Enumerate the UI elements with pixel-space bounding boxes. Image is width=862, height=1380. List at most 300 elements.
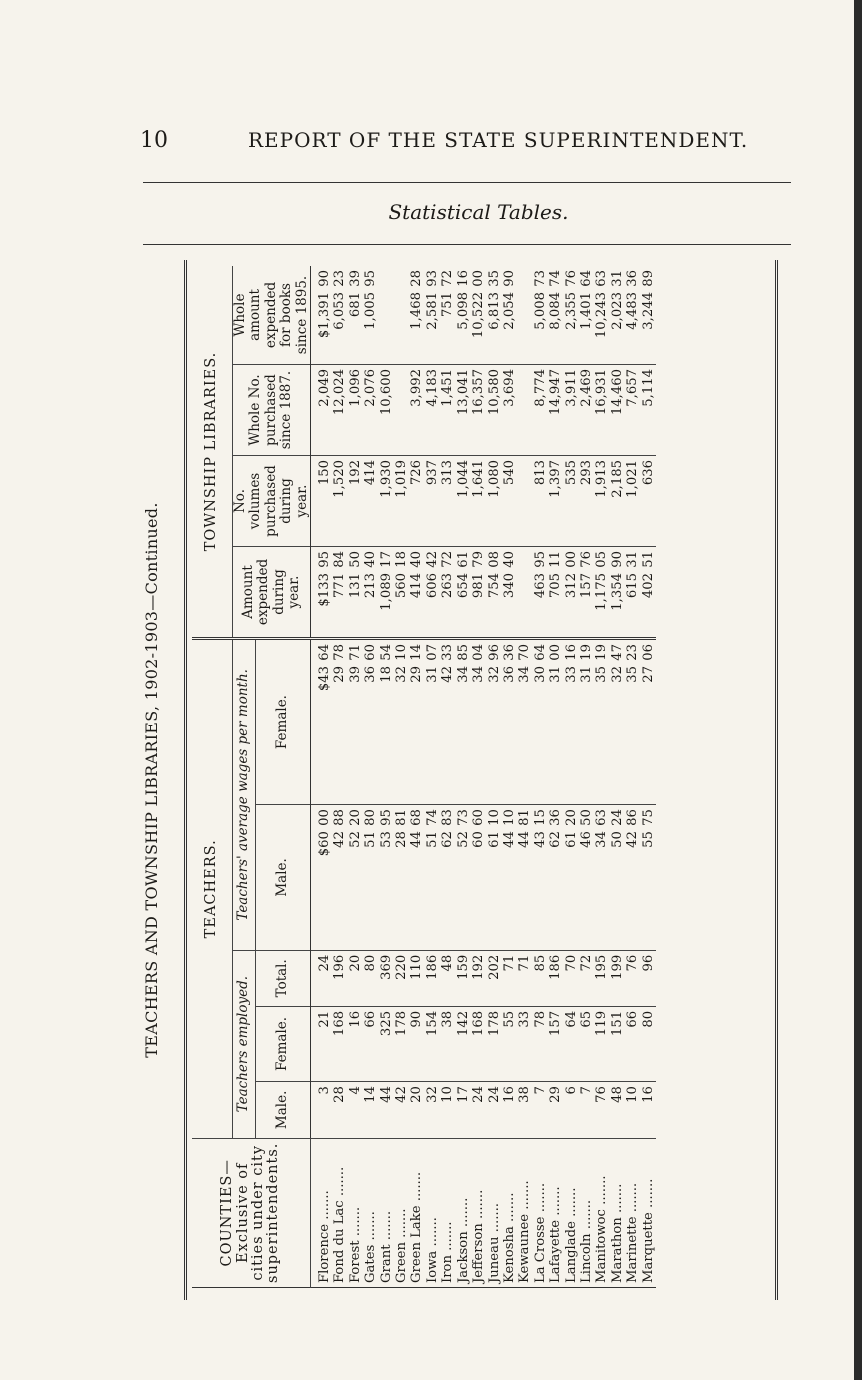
header-teachers-employed: Teachers employed.: [233, 950, 256, 1138]
male-wage-cell: [394, 805, 409, 951]
amount-expended-cell-dollars: 157: [578, 573, 594, 599]
amount-expended-cell-dollars: 606: [424, 573, 440, 599]
whole-amount-cell-cents: 16: [455, 270, 471, 287]
whole-amount-cell: [579, 266, 594, 365]
county-cell: [564, 1138, 579, 1287]
male-wage-cell: [379, 805, 394, 951]
header-township-libraries: TOWNSHIP LIBRARIES.: [192, 266, 233, 639]
header-teachers: TEACHERS.: [192, 639, 233, 1139]
female-wage-cell-dollars: 34: [517, 666, 533, 683]
whole-amount-cell-dollars: 5,098: [455, 292, 471, 330]
whole-amount-cell: [533, 266, 548, 365]
male-wage-cell: [564, 805, 579, 951]
table-row: [548, 266, 563, 1288]
female-wage-cell: [348, 639, 363, 805]
male-wage-cell: [348, 805, 363, 951]
leader-dots: .......: [332, 1166, 348, 1201]
total-teachers-cell: 71: [502, 950, 517, 1006]
amount-expended-cell-dollars: 463: [532, 573, 548, 599]
county-name: Juneau: [486, 1236, 502, 1283]
table-row: [641, 266, 656, 1288]
female-teachers-cell: 119: [594, 1006, 609, 1081]
county-cell: [579, 1138, 594, 1287]
county-cell: [517, 1138, 532, 1287]
amount-expended-cell: [548, 547, 563, 639]
male-wage-cell-cents: 81: [517, 809, 533, 826]
header-wages-female: Female.: [256, 639, 311, 805]
whole-amount-cell-cents: 35: [486, 270, 502, 287]
female-wage-cell-dollars: 32: [609, 666, 625, 683]
amount-expended-cell-cents: 79: [471, 551, 487, 568]
amount-expended-cell-dollars: 754: [486, 573, 502, 599]
whole-amount-cell-cents: 64: [578, 270, 594, 287]
county-name: Kewaunee: [517, 1213, 533, 1283]
county-name: Forest: [347, 1240, 363, 1283]
amount-expended-cell-dollars: 654: [455, 573, 471, 599]
female-teachers-cell: 90: [409, 1006, 424, 1081]
volumes-cell: 293: [579, 456, 594, 547]
amount-expended-cell-cents: 31: [625, 551, 641, 568]
amount-expended-cell-cents: 84: [332, 551, 348, 568]
volumes-cell: 2,185: [610, 456, 625, 547]
male-wage-cell-cents: 83: [440, 809, 456, 826]
amount-expended-cell: [502, 547, 517, 639]
male-wage-cell-cents: 63: [594, 809, 610, 826]
female-wage-cell-dollars: 31: [424, 666, 440, 683]
female-teachers-cell: 64: [564, 1006, 579, 1081]
whole-number-cell: 2,469: [579, 365, 594, 456]
male-wage-cell: [409, 805, 424, 951]
county-cell: [409, 1138, 424, 1287]
female-wage-cell-cents: 04: [471, 644, 487, 661]
male-wage-cell: [641, 805, 656, 951]
whole-amount-cell-cents: 95: [363, 270, 379, 287]
amount-expended-cell: [625, 547, 640, 639]
female-wage-cell-cents: 71: [347, 644, 363, 661]
female-wage-cell-dollars: 32: [486, 666, 502, 683]
total-teachers-cell: 72: [579, 950, 594, 1006]
male-teachers-cell: 28: [332, 1082, 347, 1139]
county-name: Green Lake: [409, 1205, 425, 1283]
leader-dots: .......: [317, 1190, 333, 1224]
whole-number-cell: 1,451: [440, 365, 455, 456]
whole-amount-cell-cents: 63: [594, 270, 610, 287]
female-wage-cell-dollars: 30: [532, 666, 548, 683]
male-wage-cell-dollars: $60: [317, 831, 333, 857]
leader-dots: .......: [517, 1180, 533, 1214]
leader-dots: .......: [532, 1182, 548, 1217]
leader-dots: .......: [424, 1217, 440, 1251]
total-teachers-cell: 192: [471, 950, 486, 1006]
volumes-cell: 1,641: [471, 456, 486, 547]
table-row: [348, 266, 363, 1288]
female-wage-cell: [471, 639, 486, 805]
leader-dots: .......: [594, 1175, 610, 1210]
whole-number-cell: 2,049: [317, 365, 332, 456]
female-wage-cell-dollars: 42: [440, 666, 456, 683]
total-teachers-cell: 96: [641, 950, 656, 1006]
volumes-cell: 726: [409, 456, 424, 547]
county-cell: [502, 1138, 517, 1287]
header-whole-number: Whole No. purchased since 1887.: [233, 365, 311, 456]
total-teachers-cell: 199: [610, 950, 625, 1006]
amount-expended-cell-dollars: 402: [640, 573, 656, 599]
male-teachers-cell: 4: [348, 1082, 363, 1139]
leader-dots: .......: [347, 1206, 363, 1241]
total-teachers-cell: 71: [517, 950, 532, 1006]
county-cell: [641, 1138, 656, 1287]
male-teachers-cell: 17: [456, 1082, 471, 1139]
male-wage-cell-cents: 20: [347, 809, 363, 826]
female-wage-cell-dollars: 31: [578, 666, 594, 683]
male-wage-cell: [363, 805, 378, 951]
table-row: [487, 266, 502, 1288]
county-cell: [348, 1138, 363, 1287]
amount-expended-cell-dollars: 414: [409, 573, 425, 599]
female-wage-cell: [564, 639, 579, 805]
male-wage-cell: [610, 805, 625, 951]
female-wage-cell-cents: 64: [317, 644, 333, 661]
male-wage-cell-cents: 86: [625, 809, 641, 826]
whole-number-cell: 2,076: [363, 365, 378, 456]
volumes-cell: 1,019: [394, 456, 409, 547]
female-teachers-cell: 154: [425, 1006, 440, 1081]
table-row: [425, 266, 440, 1288]
whole-amount-cell-cents: 39: [347, 270, 363, 287]
female-teachers-cell: 142: [456, 1006, 471, 1081]
county-cell: [379, 1138, 394, 1287]
amount-expended-cell: [425, 547, 440, 639]
whole-amount-cell: [625, 266, 640, 365]
header-amount-expended: Amount expended during year.: [233, 547, 311, 639]
male-teachers-cell: 32: [425, 1082, 440, 1139]
male-teachers-cell: 7: [533, 1082, 548, 1139]
male-wage-cell: [487, 805, 502, 951]
total-teachers-cell: 202: [487, 950, 502, 1006]
leader-dots: .......: [378, 1210, 394, 1245]
header-counties: COUNTIES— Exclusive of cities under city superintendents.: [192, 1138, 311, 1287]
volumes-cell: [517, 456, 532, 547]
whole-amount-cell-dollars: 4,483: [625, 292, 641, 330]
female-teachers-cell: 65: [579, 1006, 594, 1081]
leader-dots: .......: [394, 1208, 410, 1243]
whole-number-cell: 8,774: [533, 365, 548, 456]
county-cell: [533, 1138, 548, 1287]
county-cell: [471, 1138, 486, 1287]
female-wage-cell-dollars: 36: [363, 666, 379, 683]
amount-expended-cell-cents: 90: [609, 551, 625, 568]
whole-amount-cell-cents: 90: [317, 270, 333, 287]
male-wage-cell-cents: 80: [363, 809, 379, 826]
male-wage-cell: [471, 805, 486, 951]
male-wage-cell-dollars: 61: [486, 831, 502, 848]
female-wage-cell-cents: 06: [640, 644, 656, 661]
amount-expended-cell-dollars: 981: [471, 573, 487, 599]
amount-expended-cell-cents: 95: [532, 551, 548, 568]
county-cell: [610, 1138, 625, 1287]
whole-amount-cell-dollars: 2,023: [609, 292, 625, 330]
whole-amount-cell-dollars: 1,005: [363, 292, 379, 330]
male-teachers-cell: 16: [641, 1082, 656, 1139]
whole-amount-cell: [641, 266, 656, 365]
male-wage-cell-dollars: 60: [471, 831, 487, 848]
amount-expended-cell-dollars: 560: [394, 573, 410, 599]
amount-expended-cell-dollars: 1,089: [378, 573, 394, 611]
amount-expended-cell: [471, 547, 486, 639]
whole-amount-cell: [394, 266, 409, 365]
county-name: Lincoln: [578, 1233, 594, 1283]
whole-amount-cell-dollars: 681: [347, 292, 363, 318]
table-row: [579, 266, 594, 1288]
female-wage-cell: [409, 639, 424, 805]
whole-amount-cell-cents: 74: [548, 270, 564, 287]
male-wage-cell: [440, 805, 455, 951]
male-teachers-cell: 10: [625, 1082, 640, 1139]
female-teachers-cell: 16: [348, 1006, 363, 1081]
female-teachers-cell: 55: [502, 1006, 517, 1081]
county-name: Iron: [440, 1255, 456, 1283]
female-wage-cell-cents: 14: [409, 644, 425, 661]
female-wage-cell: [594, 639, 609, 805]
whole-amount-cell-cents: 73: [532, 270, 548, 287]
female-wage-cell-dollars: 29: [332, 666, 348, 683]
amount-expended-cell: [456, 547, 471, 639]
male-wage-cell-cents: 60: [471, 809, 487, 826]
amount-expended-cell: [579, 547, 594, 639]
volumes-cell: 1,080: [487, 456, 502, 547]
female-wage-cell-dollars: 35: [625, 666, 641, 683]
table-title: TEACHERS AND TOWNSHIP LIBRARIES, 1902-1903—Continued.: [142, 502, 161, 1058]
amount-expended-cell-cents: 08: [486, 551, 502, 568]
female-wage-cell-cents: 10: [394, 644, 410, 661]
leader-dots: .......: [578, 1199, 594, 1234]
amount-expended-cell-cents: 72: [440, 551, 456, 568]
male-teachers-cell: 42: [394, 1082, 409, 1139]
total-teachers-cell: 24: [317, 950, 332, 1006]
male-wage-cell-dollars: 52: [347, 831, 363, 848]
female-teachers-cell: 66: [363, 1006, 378, 1081]
male-teachers-cell: 16: [502, 1082, 517, 1139]
total-teachers-cell: 48: [440, 950, 455, 1006]
male-wage-cell-dollars: 52: [455, 831, 471, 848]
whole-number-cell: [394, 365, 409, 456]
male-wage-cell: [594, 805, 609, 951]
county-name: Fond du Lac: [332, 1200, 348, 1283]
table-row: [610, 266, 625, 1288]
amount-expended-cell: [533, 547, 548, 639]
female-wage-cell-cents: 36: [501, 644, 517, 661]
male-wage-cell-cents: 10: [486, 809, 502, 826]
male-wage-cell-dollars: 44: [501, 831, 517, 848]
whole-number-cell: 14,460: [610, 365, 625, 456]
female-teachers-cell: 151: [610, 1006, 625, 1081]
volumes-cell: 813: [533, 456, 548, 547]
volumes-cell: 540: [502, 456, 517, 547]
male-wage-cell-cents: 68: [409, 809, 425, 826]
whole-amount-cell: [564, 266, 579, 365]
total-teachers-cell: 195: [594, 950, 609, 1006]
female-teachers-cell: 325: [379, 1006, 394, 1081]
county-name: Grant: [378, 1244, 394, 1283]
total-teachers-cell: 186: [548, 950, 563, 1006]
table-row: [317, 266, 332, 1288]
female-wage-cell: [502, 639, 517, 805]
table-row: [564, 266, 579, 1288]
amount-expended-cell: [409, 547, 424, 639]
amount-expended-cell: [332, 547, 347, 639]
female-teachers-cell: 78: [533, 1006, 548, 1081]
male-teachers-cell: 76: [594, 1082, 609, 1139]
male-wage-cell-dollars: 42: [332, 831, 348, 848]
leader-dots: .......: [440, 1221, 456, 1256]
female-wage-cell: [548, 639, 563, 805]
running-head: REPORT OF THE STATE SUPERINTENDENT.: [248, 128, 749, 152]
male-wage-cell: [502, 805, 517, 951]
amount-expended-cell: [394, 547, 409, 639]
male-wage-cell-cents: 74: [424, 809, 440, 826]
male-wage-cell-dollars: 51: [363, 831, 379, 848]
total-teachers-cell: 220: [394, 950, 409, 1006]
amount-expended-cell: [348, 547, 363, 639]
whole-amount-cell-cents: 89: [640, 270, 656, 287]
female-wage-cell: [579, 639, 594, 805]
volumes-cell: 1,930: [379, 456, 394, 547]
county-name: Green: [394, 1242, 410, 1283]
page-number: 10: [140, 128, 168, 153]
volumes-cell: 1,021: [625, 456, 640, 547]
county-name: La Crosse: [532, 1216, 548, 1283]
table-row: [440, 266, 455, 1288]
volumes-cell: 1,913: [594, 456, 609, 547]
female-wage-cell: [487, 639, 502, 805]
top-rule: [143, 182, 791, 183]
male-teachers-cell: 38: [517, 1082, 532, 1139]
female-wage-cell-dollars: 18: [378, 666, 394, 683]
male-wage-cell-cents: 50: [578, 809, 594, 826]
female-wage-cell: [625, 639, 640, 805]
total-teachers-cell: 76: [625, 950, 640, 1006]
whole-number-cell: 3,694: [502, 365, 517, 456]
table-row: [533, 266, 548, 1288]
header-wages: Teachers' average wages per month.: [233, 639, 256, 951]
county-name: Manitowoc: [594, 1209, 610, 1283]
county-cell: [332, 1138, 347, 1287]
female-teachers-cell: 21: [317, 1006, 332, 1081]
female-teachers-cell: 80: [641, 1006, 656, 1081]
female-wage-cell-dollars: 31: [548, 666, 564, 683]
table-row: [394, 266, 409, 1288]
whole-amount-cell-dollars: 1,468: [409, 292, 425, 330]
amount-expended-cell-cents: 50: [347, 551, 363, 568]
whole-number-cell: 16,357: [471, 365, 486, 456]
female-wage-cell-cents: 19: [594, 644, 610, 661]
amount-expended-cell-cents: 05: [594, 551, 610, 568]
female-wage-cell-dollars: 35: [594, 666, 610, 683]
whole-amount-cell-dollars: 8,084: [548, 292, 564, 330]
male-wage-cell: [332, 805, 347, 951]
amount-expended-cell: [363, 547, 378, 639]
female-wage-cell: [379, 639, 394, 805]
whole-amount-cell: [332, 266, 347, 365]
male-wage-cell: [579, 805, 594, 951]
female-wage-cell: [317, 639, 332, 805]
male-wage-cell-cents: 20: [563, 809, 579, 826]
table-row: [625, 266, 640, 1288]
header-male: Male.: [256, 1082, 311, 1139]
female-wage-cell-cents: 85: [455, 644, 471, 661]
female-wage-cell: [425, 639, 440, 805]
table-row: [363, 266, 378, 1288]
whole-amount-cell-dollars: 2,355: [563, 292, 579, 330]
female-wage-cell: [641, 639, 656, 805]
section-title: Statistical Tables.: [388, 200, 569, 224]
whole-number-cell: 4,183: [425, 365, 440, 456]
female-wage-cell-cents: 00: [548, 644, 564, 661]
leader-dots: .......: [609, 1183, 625, 1218]
whole-amount-cell-cents: 00: [471, 270, 487, 287]
male-wage-cell-dollars: 53: [378, 831, 394, 848]
volumes-cell: 414: [363, 456, 378, 547]
female-teachers-cell: 33: [517, 1006, 532, 1081]
female-wage-cell-dollars: $43: [317, 666, 333, 692]
county-cell: [625, 1138, 640, 1287]
amount-expended-cell-dollars: 340: [501, 573, 517, 599]
whole-amount-cell: [548, 266, 563, 365]
male-teachers-cell: 24: [471, 1082, 486, 1139]
amount-expended-cell-cents: 51: [640, 551, 656, 568]
whole-amount-cell: [379, 266, 394, 365]
whole-amount-cell: [363, 266, 378, 365]
whole-amount-cell-dollars: 10,522: [471, 292, 487, 339]
male-teachers-cell: 24: [487, 1082, 502, 1139]
volumes-cell: 313: [440, 456, 455, 547]
volumes-cell: 1,397: [548, 456, 563, 547]
male-wage-cell-cents: 36: [548, 809, 564, 826]
amount-expended-cell-dollars: 312: [563, 573, 579, 599]
male-teachers-cell: 10: [440, 1082, 455, 1139]
county-cell: [363, 1138, 378, 1287]
county-name: Jefferson: [471, 1223, 487, 1283]
amount-expended-cell-dollars: 1,354: [609, 573, 625, 611]
amount-expended-cell-dollars: 1,175: [594, 573, 610, 611]
female-teachers-cell: 168: [332, 1006, 347, 1081]
whole-amount-cell-dollars: 751: [440, 292, 456, 318]
female-wage-cell: [363, 639, 378, 805]
whole-amount-cell: [610, 266, 625, 365]
whole-number-cell: 10,600: [379, 365, 394, 456]
male-wage-cell-dollars: 44: [409, 831, 425, 848]
amount-expended-cell: [564, 547, 579, 639]
whole-amount-cell-dollars: 10,243: [594, 292, 610, 339]
female-wage-cell-cents: 23: [625, 644, 641, 661]
county-cell: [594, 1138, 609, 1287]
table-row: [594, 266, 609, 1288]
total-teachers-cell: 186: [425, 950, 440, 1006]
amount-expended-cell-cents: 61: [455, 551, 471, 568]
male-wage-cell-cents: 10: [501, 809, 517, 826]
male-wage-cell-dollars: 51: [424, 831, 440, 848]
female-wage-cell-cents: 78: [332, 644, 348, 661]
leader-dots: .......: [455, 1197, 471, 1232]
county-name: Gates: [363, 1244, 379, 1283]
county-name: Marquette: [640, 1212, 656, 1283]
whole-number-cell: 3,992: [409, 365, 424, 456]
female-wage-cell-dollars: 33: [563, 666, 579, 683]
whole-number-cell: 5,114: [641, 365, 656, 456]
whole-amount-cell-dollars: 2,054: [501, 292, 517, 330]
total-teachers-cell: 110: [409, 950, 424, 1006]
county-name: Iowa: [424, 1250, 440, 1283]
